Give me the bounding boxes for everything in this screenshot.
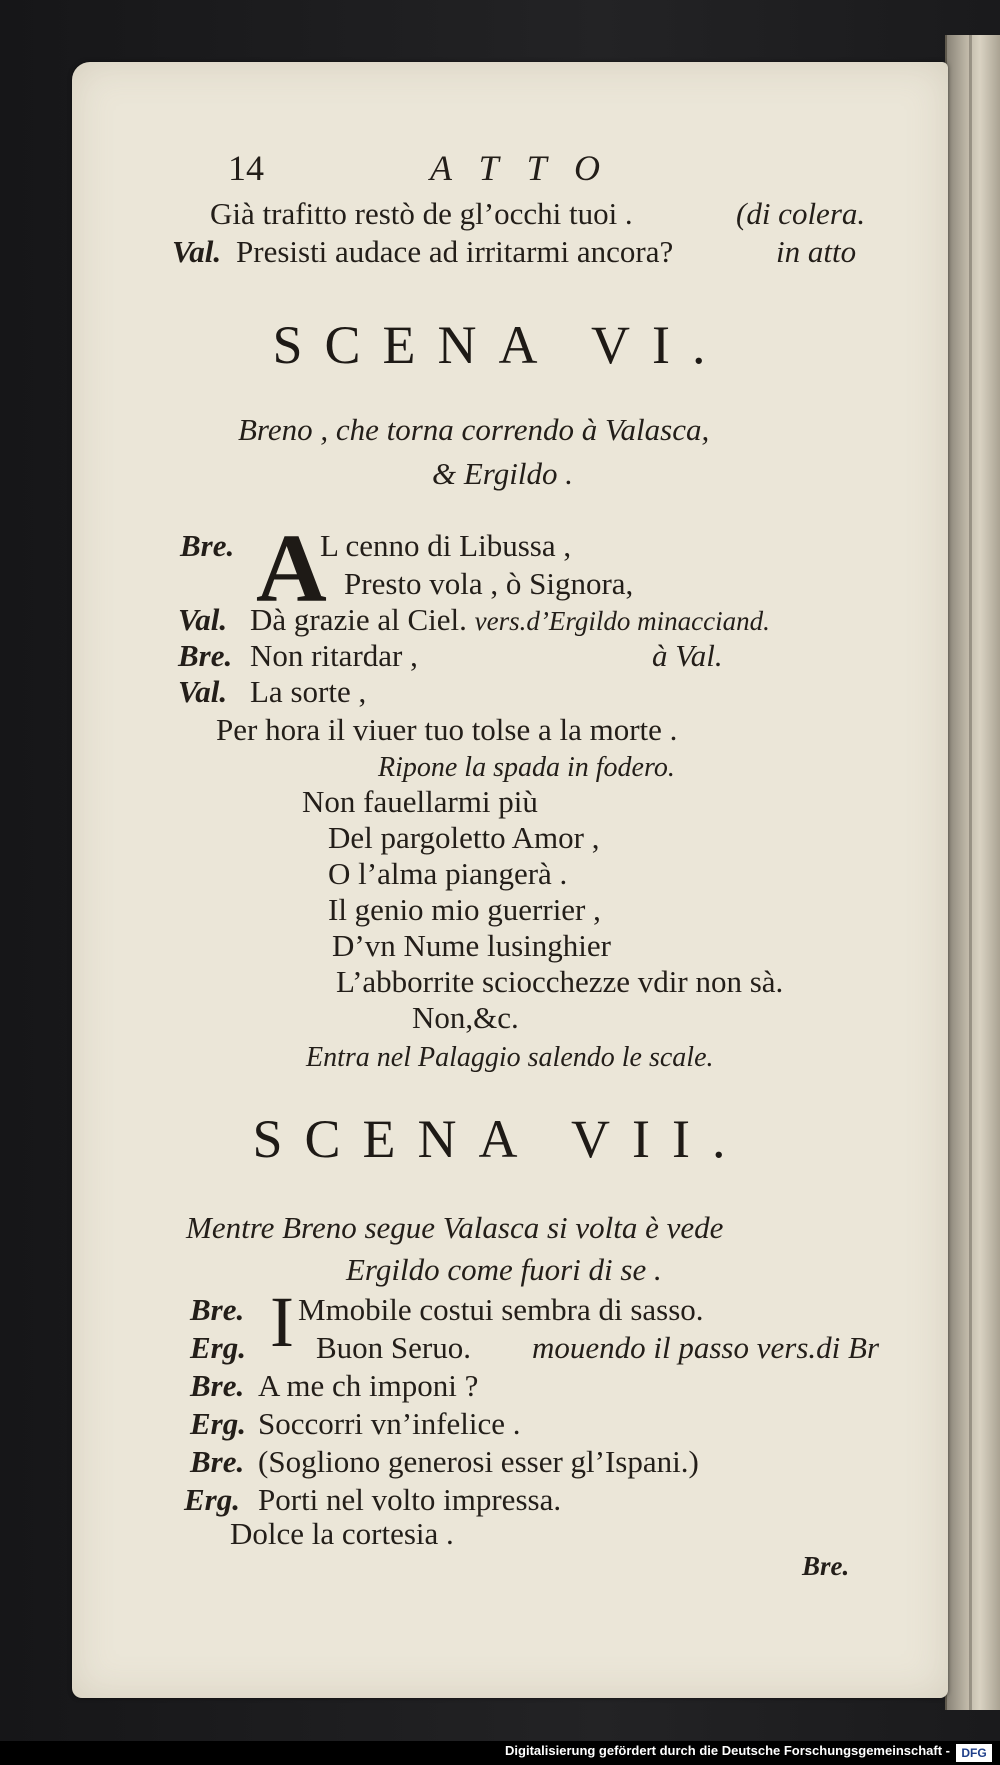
line-text: Buon Seruo. xyxy=(316,1330,471,1365)
line-text: A me ch imponi ? xyxy=(258,1368,479,1403)
stage-direction: vers.d’Ergildo minacciand. xyxy=(474,606,770,636)
speaker-label: Bre. xyxy=(180,528,235,563)
text-line xyxy=(178,602,770,639)
speaker-label: Bre. xyxy=(190,1368,245,1403)
line-text: (Sogliono generosi esser gl’Ispani.) xyxy=(258,1444,699,1479)
speaker-label: Bre. xyxy=(190,1444,245,1479)
line-text: Presisti audace ad irritarmi ancora? xyxy=(236,234,674,269)
verse-line: Non fauellarmi più xyxy=(302,784,538,819)
scene-title: SCENA VII. xyxy=(252,1109,748,1169)
stage-direction: in atto xyxy=(776,234,857,269)
line-text: L cenno di Libussa , xyxy=(320,528,572,563)
line-text: Soccorri vn’infelice . xyxy=(258,1406,521,1441)
scene-description: Mentre Breno segue Valasca si volta è vede xyxy=(186,1210,724,1245)
scene-description: Ergildo come fuori di se . xyxy=(346,1252,662,1287)
scene-title: SCENA VI. xyxy=(272,315,728,375)
verse-line: O l’alma piangerà . xyxy=(328,856,568,891)
line-text: Dà grazie al Ciel. xyxy=(250,602,467,637)
verse-line: Del pargoletto Amor , xyxy=(328,820,600,855)
text-line xyxy=(180,528,571,564)
text-line: Per hora il viuer tuo tolse a la morte . xyxy=(216,712,678,747)
stage-direction: Entra nel Palaggio salendo le scale. xyxy=(306,1042,714,1073)
scene-description: & Ergildo . xyxy=(432,456,573,491)
speaker-label: Bre. xyxy=(178,638,233,673)
scene-description: Breno , che torna correndo à Valasca, xyxy=(238,412,710,447)
text-line xyxy=(190,1444,699,1480)
stage-direction: mouendo il passo vers.di Br xyxy=(532,1330,880,1365)
stage-direction: à Val. xyxy=(652,638,723,673)
speaker-label: Bre. xyxy=(190,1292,245,1327)
line-text: Già trafitto restò de gl’occhi tuoi . xyxy=(210,196,633,231)
speaker-label: Erg. xyxy=(184,1482,240,1517)
speaker-label: Erg. xyxy=(190,1330,246,1365)
text-line xyxy=(190,1406,521,1442)
running-title: ATTO xyxy=(430,148,629,188)
text-line xyxy=(178,638,723,674)
catchword: Bre. xyxy=(802,1551,850,1581)
page-number: 14 xyxy=(228,148,264,188)
text-line xyxy=(210,196,866,232)
drop-cap: I xyxy=(270,1282,294,1362)
drop-cap: A xyxy=(256,515,327,623)
verse-line: D’vn Nume lusinghier xyxy=(332,928,611,963)
text-line xyxy=(172,234,857,270)
text-line xyxy=(184,1482,561,1518)
text-line xyxy=(190,1330,880,1366)
dfg-logo: DFG xyxy=(956,1744,992,1762)
speaker-label: Val. xyxy=(178,674,228,709)
line-text: Porti nel volto impressa. xyxy=(258,1482,562,1517)
speaker-label: Val. xyxy=(172,234,222,269)
speaker-label: Val. xyxy=(178,602,228,637)
book-edge xyxy=(945,35,1000,1710)
text-line xyxy=(178,674,366,710)
text-line xyxy=(190,1368,478,1404)
line-text: Non ritardar , xyxy=(250,638,418,673)
line-text: Mmobile costui sembra di sasso. xyxy=(298,1292,704,1327)
speaker-label: Erg. xyxy=(190,1406,246,1441)
text-line xyxy=(190,1292,704,1328)
stage-direction: Ripone la spada in fodero. xyxy=(378,752,675,783)
stage-direction: (di colera. xyxy=(736,196,866,231)
footer-bar xyxy=(0,1741,1000,1765)
footer-credit: Digitalisierung gefördert durch die Deutsche Forschungsgemeinschaft - xyxy=(505,1743,950,1758)
text-line: Presto vola , ò Signora, xyxy=(344,566,634,601)
verse-line: Non,&c. xyxy=(412,1000,519,1035)
text-line: Dolce la cortesia . xyxy=(230,1516,454,1551)
verse-line: Il genio mio guerrier , xyxy=(328,892,601,927)
line-text: La sorte , xyxy=(250,674,367,709)
verse-line: L’abborrite sciocchezze vdir non sà. xyxy=(336,964,784,999)
